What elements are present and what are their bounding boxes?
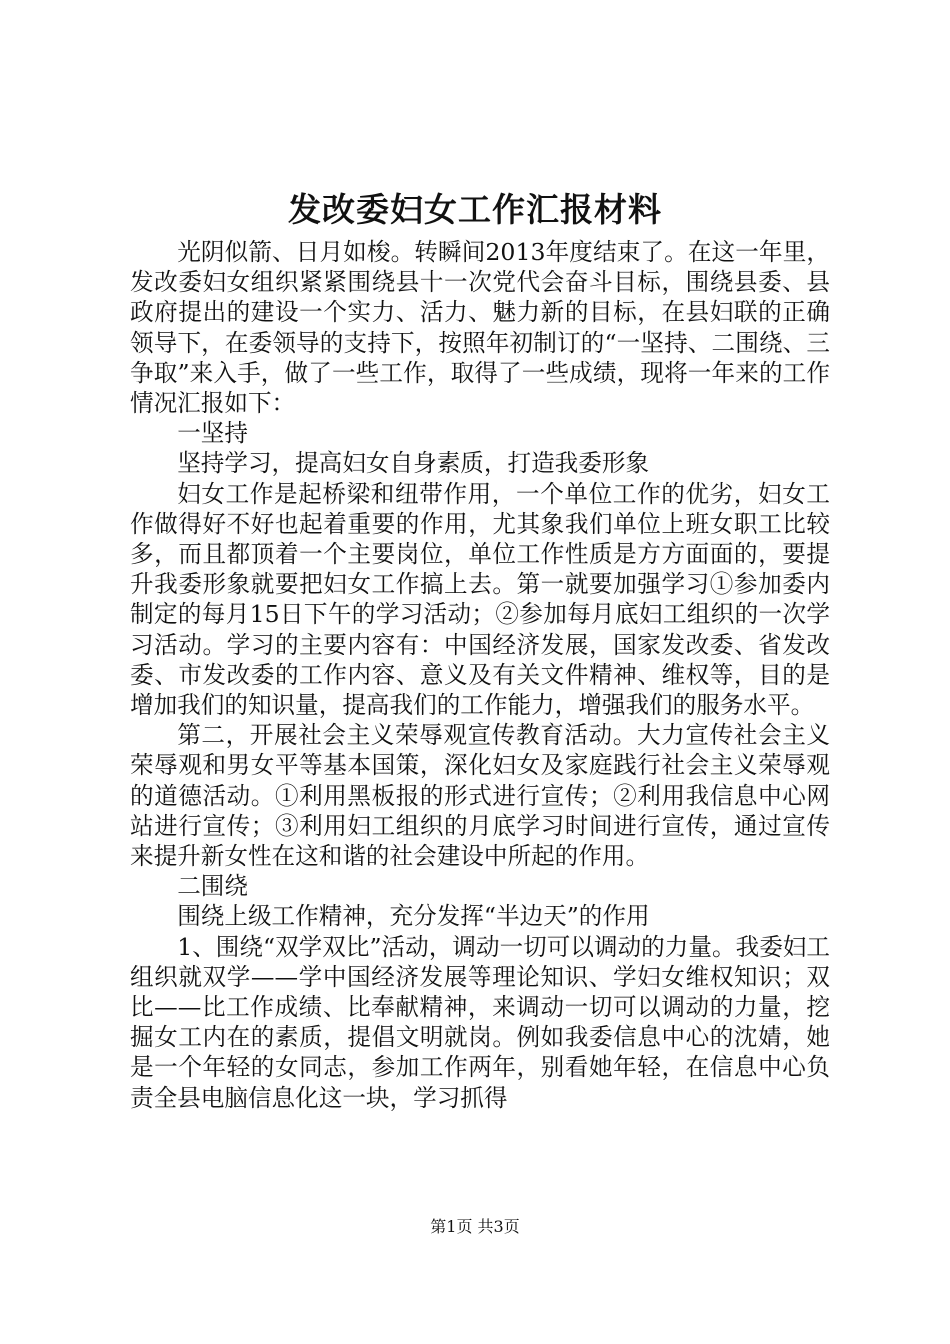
section-subheading-study: 坚持学习，提高妇女自身素质，打造我委形象 — [177, 449, 650, 478]
document-body — [130, 237, 830, 1113]
section-heading-one: 一坚持 — [177, 419, 248, 448]
paragraph-intro: 光阴似箭、日月如梭。转瞬间2013年度结束了。在这一年里，发改委妇女组织紧紧围绕县十一次党代会奋斗目标，围绕县委、县政府提出的建设一个实力、活力、魅力新的目标，在县妇联的正确领导下，在委领导的支持下，按照年初制订的“一坚持、二围绕、三争取”来入手，做了一些工作，取得了一些成绩，现将一年来的工作情况汇报如下： — [130, 238, 830, 418]
paragraph-womens-work: 妇女工作是起桥梁和纽带作用，一个单位工作的优劣，妇女工作做得好不好也起着重要的作用，尤其象我们单位上班女职工比较多，而且都顶着一个主要岗位，单位工作性质是方方面面的，要提升我委形象就要把妇女工作搞上去。第一就要加强学习①参加委内制定的每月15日下午的学习活动；②参加每月底妇工组织的一次学习活动。学习的主要内容有：中国经济发展，国家发改委、省发改委、市发改委的工作内容、意义及有关文件精神、维权等，目的是增加我们的知识量，提高我们的工作能力，增强我们的服务水平。 — [130, 479, 830, 720]
paragraph-double-learn: 1、围绕“双学双比”活动，调动一切可以调动的力量。我委妇工组织就双学——学中国经济发展等理论知识、学妇女维权知识；双比——比工作成绩、比奉献精神，来调动一切可以调动的力量，挖掘女工内在的素质，提倡文明就岗。例如我委信息中心的沈婧，她是一个年轻的女同志，参加工作两年，别看她年轻，在信息中心负责全县电脑信息化这一块，学习抓得 — [130, 932, 830, 1112]
section-heading-two: 二围绕 — [177, 872, 248, 901]
page-number-footer: 第1页 共3页 — [430, 1217, 520, 1236]
paragraph-second-campaign: 第二，开展社会主义荣辱观宣传教育活动。大力宣传社会主义荣辱观和男女平等基本国策，深化妇女及家庭践行社会主义荣辱观的道德活动。①利用黑板报的形式进行宣传；②利用我信息中心网站进行宣传；③利用妇工组织的月底学习时间进行宣传，通过宣传来提升新女性在这和谐的社会建设中所起的作用。 — [130, 721, 830, 871]
document-title: 发改委妇女工作汇报材料 — [288, 190, 662, 229]
section-subheading-half-sky: 围绕上级工作精神，充分发挥“半边天”的作用 — [177, 902, 650, 931]
